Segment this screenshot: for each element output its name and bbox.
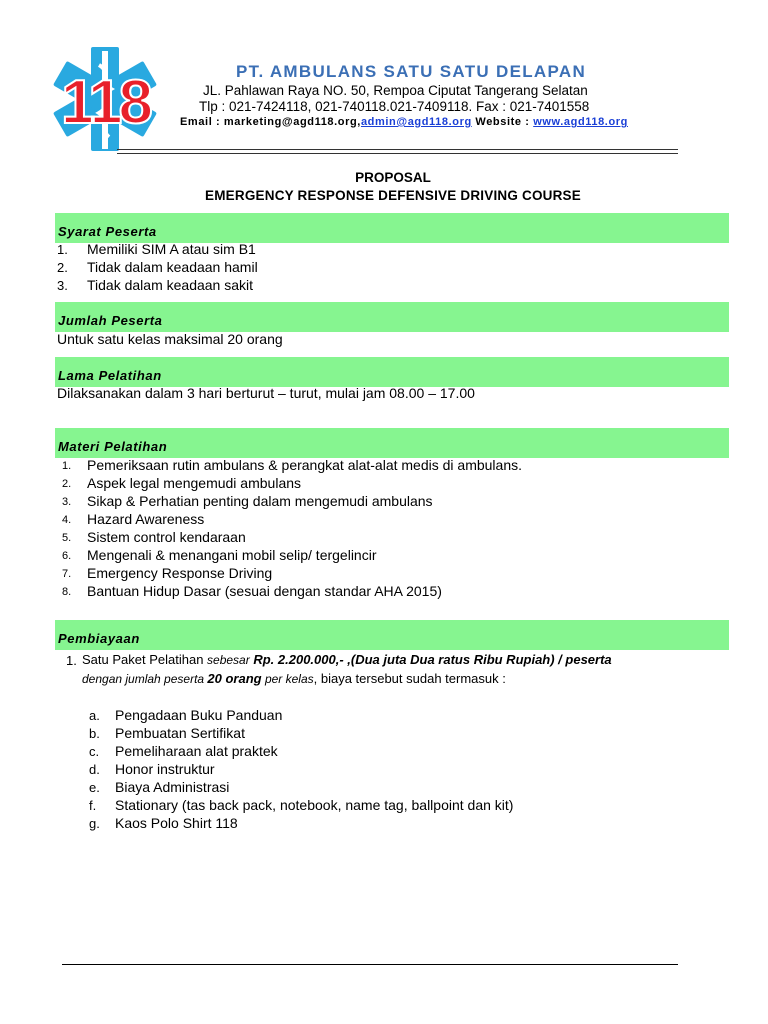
list-item: Memiliki SIM A atau sim B1 xyxy=(87,241,256,257)
website-link[interactable]: www.agd118.org xyxy=(533,116,628,128)
list-item: Pemeliharaan alat praktek xyxy=(115,743,278,759)
list-letter: a. xyxy=(89,708,100,723)
list-item: Sistem control kendaraan xyxy=(87,529,246,545)
list-item: Pembuatan Sertifikat xyxy=(115,725,245,741)
list-number: 1. xyxy=(66,653,77,668)
section-title: Pembiayaan xyxy=(58,631,140,646)
ambulance-118-logo xyxy=(53,45,157,153)
pricing-line xyxy=(82,652,612,667)
doc-subtitle: EMERGENCY RESPONSE DEFENSIVE DRIVING COURSE xyxy=(205,188,581,203)
company-phone: Tlp : 021-7424118, 021-740118.021-7409118. Fax : 021-7401558 xyxy=(199,99,590,114)
pricing-includes: , biaya tersebut sudah termasuk : xyxy=(313,671,506,686)
list-item: Tidak dalam keadaan sakit xyxy=(87,277,254,293)
list-letter: d. xyxy=(89,762,100,777)
email-link[interactable]: admin@agd118.org xyxy=(360,116,472,128)
section-title: Jumlah Peserta xyxy=(58,313,163,328)
list-item: Pengadaan Buku Panduan xyxy=(115,707,283,723)
doc-title: PROPOSAL xyxy=(355,170,431,185)
list-item: Biaya Administrasi xyxy=(115,779,230,795)
list-number: 2. xyxy=(57,260,68,275)
list-letter: c. xyxy=(89,744,100,759)
pricing-amount: Rp. 2.200.000,- ,(Dua juta Dua ratus Ribu Rupiah) / peserta xyxy=(249,652,612,667)
header-divider xyxy=(117,149,678,150)
pricing-line-2 xyxy=(82,671,506,686)
section-title: Syarat Peserta xyxy=(58,224,157,239)
section-header-materi xyxy=(55,428,729,458)
list-number: 8. xyxy=(62,586,72,598)
list-number: 1. xyxy=(62,460,72,472)
list-letter: b. xyxy=(89,726,100,741)
list-item: Pemeriksaan rutin ambulans & perangkat alat-alat medis di ambulans. xyxy=(87,457,523,473)
section-header-jumlah xyxy=(55,302,729,332)
website-label: Website : xyxy=(471,116,534,128)
company-contact xyxy=(180,116,628,128)
list-item: Hazard Awareness xyxy=(87,511,205,527)
email-label: Email : marketing@agd118.org, xyxy=(180,116,361,128)
pricing-amount-label: sebesar xyxy=(207,653,250,667)
header-divider-2 xyxy=(117,153,678,154)
pricing-participants-label: dengan jumlah peserta xyxy=(82,672,208,686)
list-number: 4. xyxy=(62,514,72,526)
list-item: Mengenali & menangani mobil selip/ tergelincir xyxy=(87,547,377,563)
list-item: Emergency Response Driving xyxy=(87,565,273,581)
company-name: PT. AMBULANS SATU SATU DELAPAN xyxy=(236,62,587,81)
list-item: Honor instruktur xyxy=(115,761,215,777)
list-number: 1. xyxy=(57,242,68,257)
section-text: Untuk satu kelas maksimal 20 orang xyxy=(57,331,283,347)
section-title: Lama Pelatihan xyxy=(58,368,162,383)
section-header-lama xyxy=(55,357,729,387)
list-item: Kaos Polo Shirt 118 xyxy=(115,815,238,831)
pricing-label: Satu Paket Pelatihan xyxy=(82,652,208,667)
list-number: 6. xyxy=(62,550,72,562)
section-text: Dilaksanakan dalam 3 hari berturut – turut, mulai jam 08.00 – 17.00 xyxy=(57,385,475,401)
list-number: 2. xyxy=(62,478,72,490)
list-number: 3. xyxy=(62,496,72,508)
pricing-per-class: per kelas xyxy=(261,672,314,686)
section-title: Materi Pelatihan xyxy=(58,439,168,454)
pricing-participants: 20 orang xyxy=(207,671,262,686)
company-address: JL. Pahlawan Raya NO. 50, Rempoa Ciputat Tangerang Selatan xyxy=(203,83,588,98)
list-item: Bantuan Hidup Dasar (sesuai dengan standar AHA 2015) xyxy=(87,583,442,599)
footer-divider xyxy=(62,964,678,965)
list-letter: e. xyxy=(89,780,100,795)
list-letter: g. xyxy=(89,816,100,831)
section-header-pembiayaan xyxy=(55,620,729,650)
list-number: 5. xyxy=(62,532,72,544)
list-number: 7. xyxy=(62,568,72,580)
list-item: Sikap & Perhatian penting dalam mengemudi ambulans xyxy=(87,493,433,509)
list-item: Stationary (tas back pack, notebook, name tag, ballpoint dan kit) xyxy=(115,797,514,813)
list-item: Aspek legal mengemudi ambulans xyxy=(87,475,302,491)
list-item: Tidak dalam keadaan hamil xyxy=(87,259,258,275)
list-letter: f. xyxy=(89,798,97,813)
list-number: 3. xyxy=(57,278,68,293)
logo-numerals: 118 xyxy=(60,68,150,137)
section-header-syarat xyxy=(55,213,729,243)
